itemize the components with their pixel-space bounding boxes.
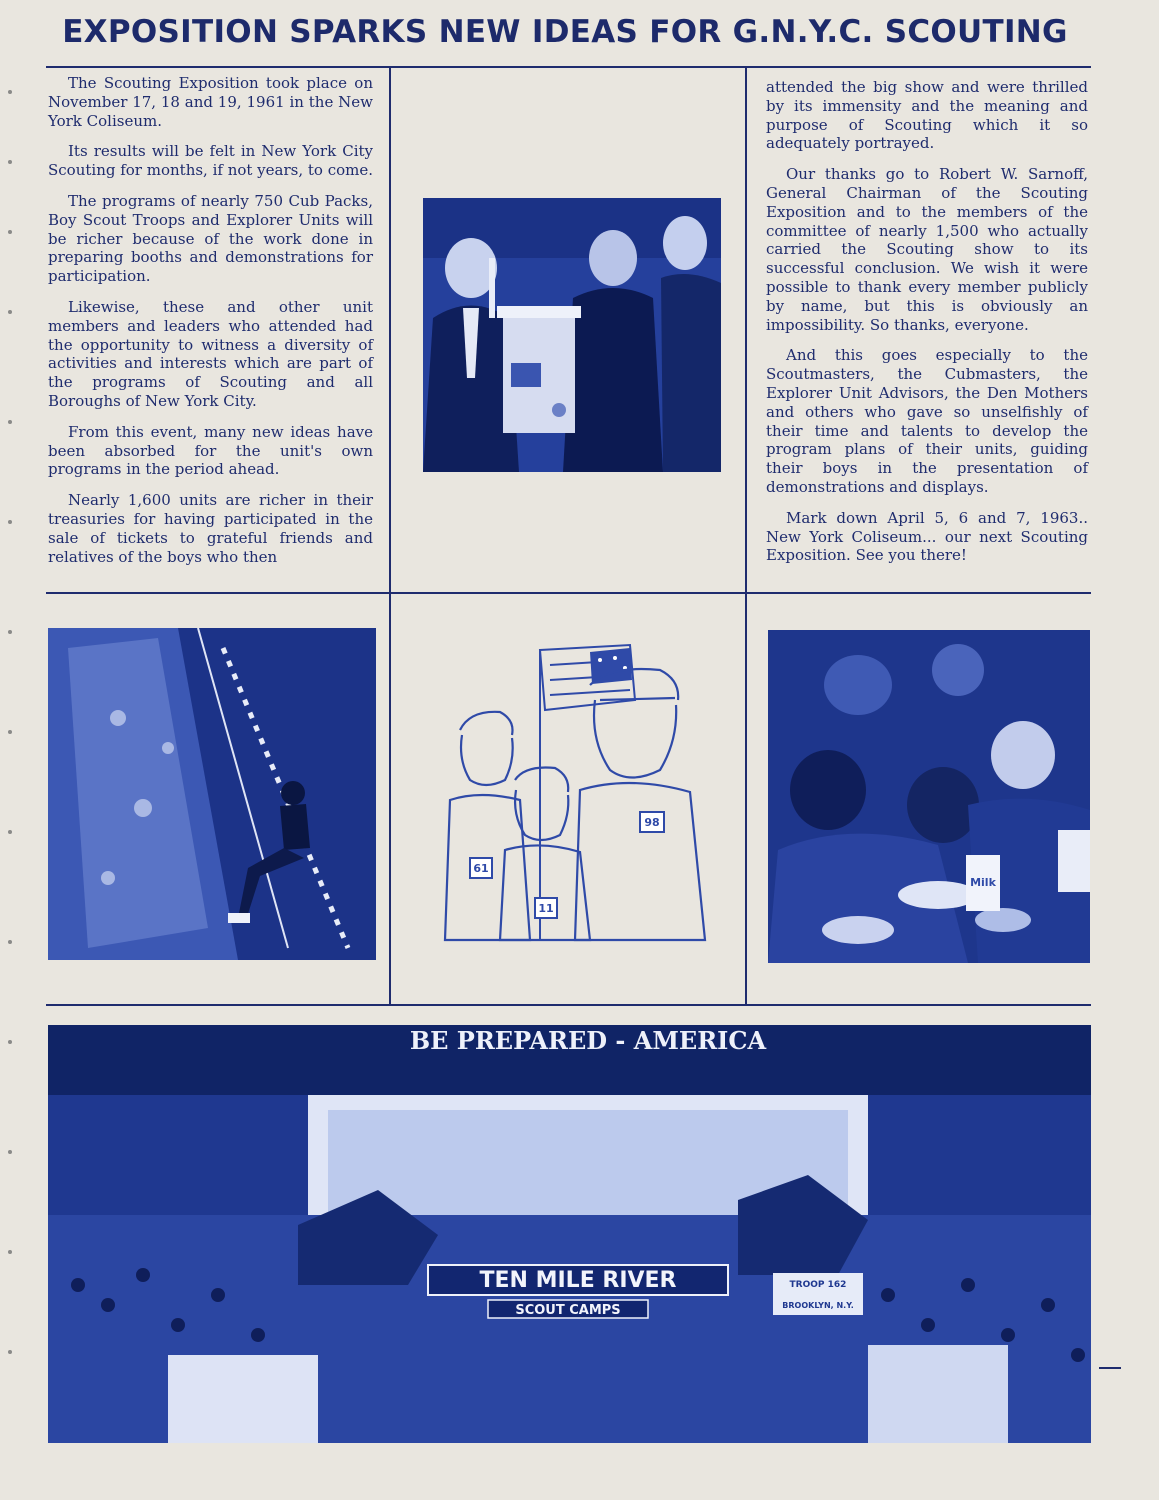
eating-scouts-photo [768,630,1090,963]
sign-scout-camps: SCOUT CAMPS [515,1303,621,1318]
banner-be-prepared: BE PREPARED - AMERICA [409,1026,767,1055]
article-paragraph: Our thanks go to Robert W. Sarnoff, General Chairman of the Scouting Exposition and to the members of the committee of nearly 1,500 who actually carried the Scouting show to its successful conclusion. We wish it were possible to thank every member publicly by name, but this is obviously an impossibility. So thanks, everyone. [766,165,1088,334]
badge-number-11: 11 [538,902,554,915]
article-paragraph: From this event, many new ideas have been absorbed for the unit's own programs in the period ahead. [48,422,373,479]
article-paragraph: Mark down April 5, 6 and 7, 1963.. New York Coliseum... our next Scouting Exposition. See you there! [766,508,1088,565]
rule-lower [46,1004,1091,1006]
arena-panorama-photo [48,1025,1091,1443]
article-paragraph: Nearly 1,600 units are richer in their treasuries for having participated in the sale of tickets to grateful friends and relatives of the boys who then [48,491,373,566]
sign-ten-mile-river: TEN MILE RIVER [479,1268,677,1293]
page-headline: EXPOSITION SPARKS NEW IDEAS FOR G.N.Y.C. SCOUTING [62,14,1068,50]
article-paragraph: Likewise, these and other unit members and leaders who attended had the opportunity to witness a diversity of activities and interests which are part of the programs of Scouting and all Boroughs of New York City. [48,297,373,410]
binding-holes [4,0,18,1500]
article-paragraph: And this goes especially to the Scoutmasters, the Cubmasters, the Explorer Unit Advisors, the Den Mothers and others who gave so unselfishly of their time and talents to develop the program plans of their units, guiding their boys in the presentation of demonstrations and displays. [766,346,1088,496]
left-article-column [48,74,373,566]
rope-climb-photo [48,628,376,960]
rule-top [46,66,1091,68]
scouts-illustration [430,640,720,945]
article-paragraph: attended the big show and were thrilled by its immensity and the meaning and purpose of Scouting which it so adequately portrayed. [766,78,1088,153]
milk-carton-label: Milk [970,876,996,889]
troop-sign-number: TROOP 162 [789,1280,847,1290]
article-paragraph: The Scouting Exposition took place on November 17, 18 and 19, 1961 in the New York Coliseum. [48,74,373,130]
rule-vertical-left [389,66,391,1006]
page-edge-mark [1099,1367,1121,1369]
right-article-column [766,78,1088,577]
article-paragraph: Its results will be felt in New York City Scouting for months, if not years, to come. [48,142,374,180]
rule-vertical-right [745,66,747,1006]
badge-number-61: 61 [473,862,489,875]
troop-sign-place: BROOKLYN, N.Y. [782,1301,854,1310]
article-paragraph: The programs of nearly 750 Cub Packs, Boy Scout Troops and Explorer Units will be richer because of the work done in preparing booths and demonstrations for participation. [48,191,373,286]
booth-demo-photo [423,198,721,472]
badge-number-98: 98 [644,816,660,829]
rule-mid [46,592,1091,594]
